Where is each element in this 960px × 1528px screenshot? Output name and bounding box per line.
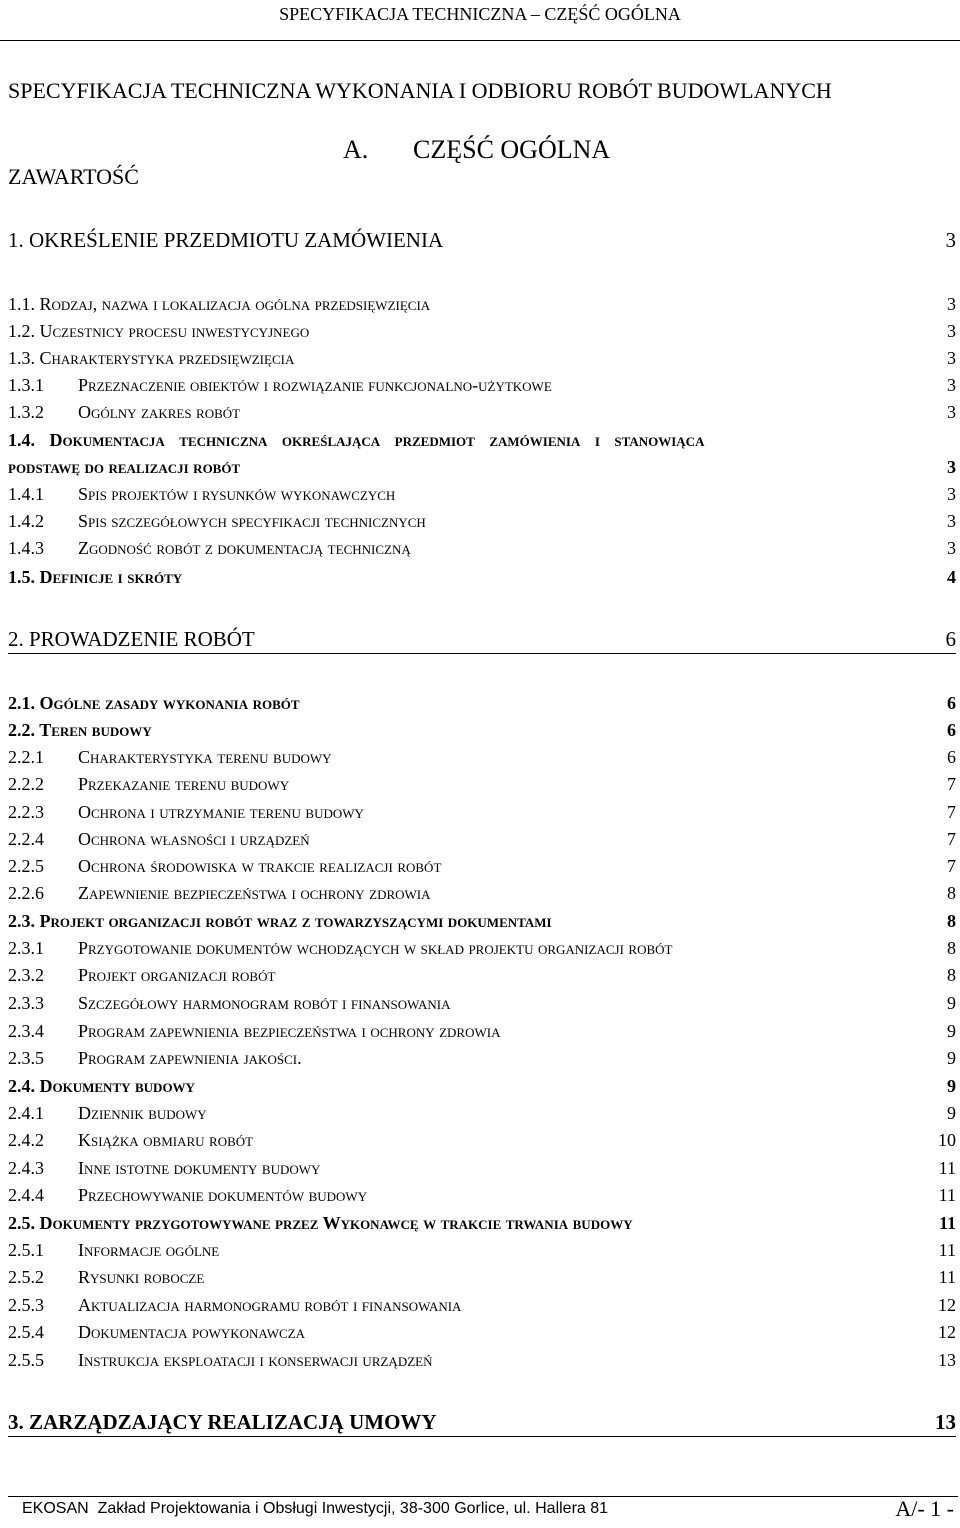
- toc-entry[interactable]: 2.5.1 Informacje ogólne 11: [8, 1237, 956, 1264]
- footer-info: [8, 1500, 948, 1518]
- toc-entry-page: 10: [938, 1130, 956, 1150]
- toc-entry[interactable]: 2.3.1 Przygotowanie dokumentów wchodzących w skład projektu organizacji robót 8: [8, 935, 956, 962]
- toc-entry[interactable]: 2.2.4 Ochrona własności i urządzeń 7: [8, 826, 956, 853]
- toc-entry-title: Dokumenty przygotowywane przez Wykonawcę w trakcie trwania budowy: [39, 1213, 633, 1233]
- toc-entry[interactable]: 1.2. Uczestnicy procesu inwestycyjnego 3: [8, 318, 956, 345]
- toc-entry-title: Definicje i skróty: [39, 567, 183, 587]
- toc-entry-title: ZARZĄDZAJĄCY REALIZACJĄ UMOWY: [29, 1410, 437, 1434]
- toc-entry-title: Spis projektów i rysunków wykonawczych: [78, 484, 396, 504]
- toc-entry[interactable]: 2.2.6 Zapewnienie bezpieczeństwa i ochrony zdrowia 8: [8, 880, 956, 907]
- footer-company: EKOSAN: [22, 1500, 89, 1517]
- toc-entry-page: 3: [947, 457, 956, 477]
- toc-entry[interactable]: 1.5. Definicje i skróty 4: [8, 564, 956, 591]
- toc-entry-title: Zgodność robót z dokumentacją techniczną: [78, 538, 411, 558]
- toc-entry[interactable]: 2.4.3 Inne istotne dokumenty budowy 11: [8, 1155, 956, 1182]
- toc-entry-title: Aktualizacja harmonogramu robót i finansowania: [78, 1295, 462, 1315]
- toc-entry-page: 3: [947, 375, 956, 395]
- toc-entry[interactable]: 2.3. Projekt organizacji robót wraz z towarzyszącymi dokumentami 8: [8, 908, 956, 935]
- toc-entry[interactable]: 2.2.2 Przekazanie terenu budowy 7: [8, 771, 956, 798]
- toc-entry-page: 7: [947, 829, 956, 849]
- toc-entry[interactable]: 2.3.5 Program zapewnienia jakości. 9: [8, 1045, 956, 1072]
- toc-entry[interactable]: 1.1. Rodzaj, nazwa i lokalizacja ogólna przedsięwzięcia 3: [8, 291, 956, 318]
- toc-entry-title: Przekazanie terenu budowy: [78, 774, 290, 794]
- toc-entry[interactable]: 2.2.3 Ochrona i utrzymanie terenu budowy 7: [8, 799, 956, 826]
- toc-entry-page: 3: [947, 294, 956, 314]
- toc-entry-continuation[interactable]: [8, 454, 956, 481]
- toc-entry-page: 4: [947, 567, 956, 587]
- toc-entry-page: 13: [938, 1350, 956, 1370]
- toc-entry[interactable]: 2.4.4 Przechowywanie dokumentów budowy 11: [8, 1182, 956, 1209]
- toc-entry-page: 11: [938, 1213, 956, 1233]
- contents-label: ZAWARTOŚĆ: [8, 164, 139, 189]
- toc-entry[interactable]: 2.5.3 Aktualizacja harmonogramu robót i finansowania 12: [8, 1292, 956, 1319]
- toc-entry-title: Uczestnicy procesu inwestycyjnego: [39, 321, 310, 341]
- toc-entry[interactable]: 3. ZARZĄDZAJĄCY REALIZACJĄ UMOWY 13: [8, 1409, 956, 1437]
- footer-divider: [8, 1496, 958, 1497]
- page-number: A/- 1 -: [895, 1496, 954, 1521]
- toc-entry[interactable]: 1.3.2 Ogólny zakres robót 3: [8, 399, 956, 426]
- toc-entry-title: Instrukcja eksploatacji i konserwacji urządzeń: [78, 1350, 433, 1370]
- toc-entry-page: 3: [947, 511, 956, 531]
- toc-entry-page: 9: [947, 1103, 956, 1123]
- toc-entry-page: 8: [947, 938, 956, 958]
- part-letter: A.: [343, 135, 369, 164]
- toc-entry-title: Przeznaczenie obiektów i rozwiązanie funkcjonalno-użytkowe: [78, 375, 552, 395]
- toc-entry-title: Ochrona środowiska w trakcie realizacji robót: [78, 856, 442, 876]
- toc-entry[interactable]: 2.3.3 Szczegółowy harmonogram robót i finansowania 9: [8, 990, 956, 1017]
- toc-entry-page: 8: [947, 883, 956, 903]
- toc-entry-page: 3: [947, 538, 956, 558]
- toc-entry[interactable]: 2.4. Dokumenty budowy 9: [8, 1073, 956, 1100]
- toc-entry-title: Ogólny zakres robót: [78, 402, 241, 422]
- toc-entry-page: 8: [947, 965, 956, 985]
- toc-entry-title: PROWADZENIE ROBÓT: [29, 627, 255, 651]
- toc-entry-title: Ochrona i utrzymanie terenu budowy: [78, 802, 364, 822]
- toc-entry-page: 3: [947, 348, 956, 368]
- toc-entry[interactable]: 1.4.1 Spis projektów i rysunków wykonawczych 3: [8, 481, 956, 508]
- part-heading: [343, 135, 610, 165]
- toc-entry-title: Charakterystyka przedsięwzięcia: [39, 348, 295, 368]
- toc-entry-page: 6: [947, 693, 956, 713]
- toc-entry[interactable]: 2.4.2 Książka obmiaru robót 10: [8, 1127, 956, 1154]
- toc-entry-title: Ochrona własności i urządzeń: [78, 829, 310, 849]
- toc-entry-page: 9: [947, 1021, 956, 1041]
- toc-entry-title: Rodzaj, nazwa i lokalizacja ogólna przedsięwzięcia: [39, 294, 431, 314]
- toc-entry-page: 12: [938, 1322, 956, 1342]
- toc-entry-page: 9: [947, 1076, 956, 1096]
- toc-entry-title: Książka obmiaru robót: [78, 1130, 254, 1150]
- toc-entry-title: Dokumenty budowy: [39, 1076, 195, 1096]
- toc-entry[interactable]: 2.1. Ogólne zasady wykonania robót 6: [8, 690, 956, 717]
- toc-entry-page: 3: [947, 484, 956, 504]
- toc-entry-title: Program zapewnienia jakości.: [78, 1048, 302, 1068]
- toc-entry-page: 7: [947, 802, 956, 822]
- toc-entry-page: 11: [938, 1267, 956, 1287]
- toc-entry-title: Projekt organizacji robót wraz z towarzyszącymi dokumentami: [39, 911, 552, 931]
- toc-entry[interactable]: 1. OKREŚLENIE PRZEDMIOTU ZAMÓWIENIA 3: [8, 228, 956, 252]
- toc-entry[interactable]: 1.4. Dokumentacja techniczna określająca przedmiot zamówienia i stanowiąca: [8, 430, 705, 450]
- toc-entry-title: Przygotowanie dokumentów wchodzących w skład projektu organizacji robót: [78, 938, 673, 958]
- document-title: SPECYFIKACJA TECHNICZNA WYKONANIA I ODBIORU ROBÓT BUDOWLANYCH: [8, 78, 832, 103]
- toc-entry-title: Charakterystyka terenu budowy: [78, 747, 332, 767]
- toc-entry[interactable]: 2.5.4 Dokumentacja powykonawcza 12: [8, 1319, 956, 1346]
- toc-entry-page: 6: [947, 747, 956, 767]
- toc-entry[interactable]: 2.2.5 Ochrona środowiska w trakcie realizacji robót 7: [8, 853, 956, 880]
- toc-entry-title: Projekt organizacji robót: [78, 965, 276, 985]
- toc-entry-title: Spis szczegółowych specyfikacji technicznych: [78, 511, 426, 531]
- toc-entry-page: 9: [947, 1048, 956, 1068]
- toc-entry-title: Dziennik budowy: [78, 1103, 207, 1123]
- toc-entry[interactable]: 2.2. Teren budowy 6: [8, 717, 956, 744]
- toc-entry-title: OKREŚLENIE PRZEDMIOTU ZAMÓWIENIA: [29, 228, 444, 252]
- toc-entry-page: 8: [947, 911, 956, 931]
- toc-entry[interactable]: 1.3. Charakterystyka przedsięwzięcia 3: [8, 345, 956, 372]
- toc-entry-page: 7: [947, 856, 956, 876]
- toc-entry-title: Teren budowy: [39, 720, 152, 740]
- part-title: CZĘŚĆ OGÓLNA: [413, 135, 611, 164]
- toc-entry[interactable]: 2.2.1 Charakterystyka terenu budowy 6: [8, 744, 956, 771]
- toc-entry-page: 7: [947, 774, 956, 794]
- toc-entry-page: 11: [938, 1185, 956, 1205]
- toc-entry-title: Zapewnienie bezpieczeństwa i ochrony zdrowia: [78, 883, 431, 903]
- toc-entry-page: 3: [947, 321, 956, 341]
- toc-entry[interactable]: 2.3.4 Program zapewnienia bezpieczeństwa i ochrony zdrowia 9: [8, 1018, 956, 1045]
- toc-entry-title: Ogólne zasady wykonania robót: [39, 693, 300, 713]
- toc-entry-page: 6: [947, 720, 956, 740]
- toc-entry[interactable]: 2.3.2 Projekt organizacji robót 8: [8, 962, 956, 989]
- toc-entry[interactable]: 2.4.1 Dziennik budowy 9: [8, 1100, 956, 1127]
- toc-entry-page: 3: [945, 228, 956, 252]
- toc-entry[interactable]: 1.3.1 Przeznaczenie obiektów i rozwiązanie funkcjonalno-użytkowe 3: [8, 372, 956, 399]
- toc-entry-page: 11: [938, 1240, 956, 1260]
- toc-entry-title: Program zapewnienia bezpieczeństwa i ochrony zdrowia: [78, 1021, 501, 1041]
- toc-entry-title: podstawę do realizacji robót: [8, 457, 241, 477]
- header-divider: [0, 40, 960, 41]
- toc-entry-page: 12: [938, 1295, 956, 1315]
- toc-entry-page: 6: [945, 627, 956, 651]
- toc-entry-page: 9: [947, 993, 956, 1013]
- toc-entry[interactable]: 2.5.5 Instrukcja eksploatacji i konserwacji urządzeń 13: [8, 1347, 956, 1374]
- toc-entry-title: Inne istotne dokumenty budowy: [78, 1158, 321, 1178]
- toc-entry[interactable]: 1.4.3 Zgodność robót z dokumentacją techniczną 3: [8, 535, 956, 562]
- toc-entry-title: Dokumentacja techniczna określająca przedmiot zamówienia i stanowiąca: [49, 430, 705, 450]
- toc-entry-title: Dokumentacja powykonawcza: [78, 1322, 306, 1342]
- toc-entry-title: Przechowywanie dokumentów budowy: [78, 1185, 368, 1205]
- toc-entry-page: 11: [938, 1158, 956, 1178]
- toc-entry-page: 3: [947, 402, 956, 422]
- footer-address: Zakład Projektowania i Obsługi Inwestycji, 38-300 Gorlice, ul. Hallera 81: [97, 1500, 609, 1517]
- toc-entry[interactable]: 2.5.2 Rysunki robocze 11: [8, 1264, 956, 1291]
- running-header: SPECYFIKACJA TECHNICZNA – CZĘŚĆ OGÓLNA: [279, 4, 681, 24]
- toc-entry[interactable]: 2. PROWADZENIE ROBÓT 6: [8, 626, 956, 654]
- toc-entry-page: 13: [935, 1410, 956, 1434]
- toc-entry[interactable]: 2.5. Dokumenty przygotowywane przez Wykonawcę w trakcie trwania budowy 11: [8, 1210, 956, 1237]
- toc-entry[interactable]: 1.4.2 Spis szczegółowych specyfikacji technicznych 3: [8, 508, 956, 535]
- toc-entry-title: Rysunki robocze: [78, 1267, 205, 1287]
- toc-entry-title: Informacje ogólne: [78, 1240, 220, 1260]
- toc-entry-title: Szczegółowy harmonogram robót i finansowania: [78, 993, 451, 1013]
